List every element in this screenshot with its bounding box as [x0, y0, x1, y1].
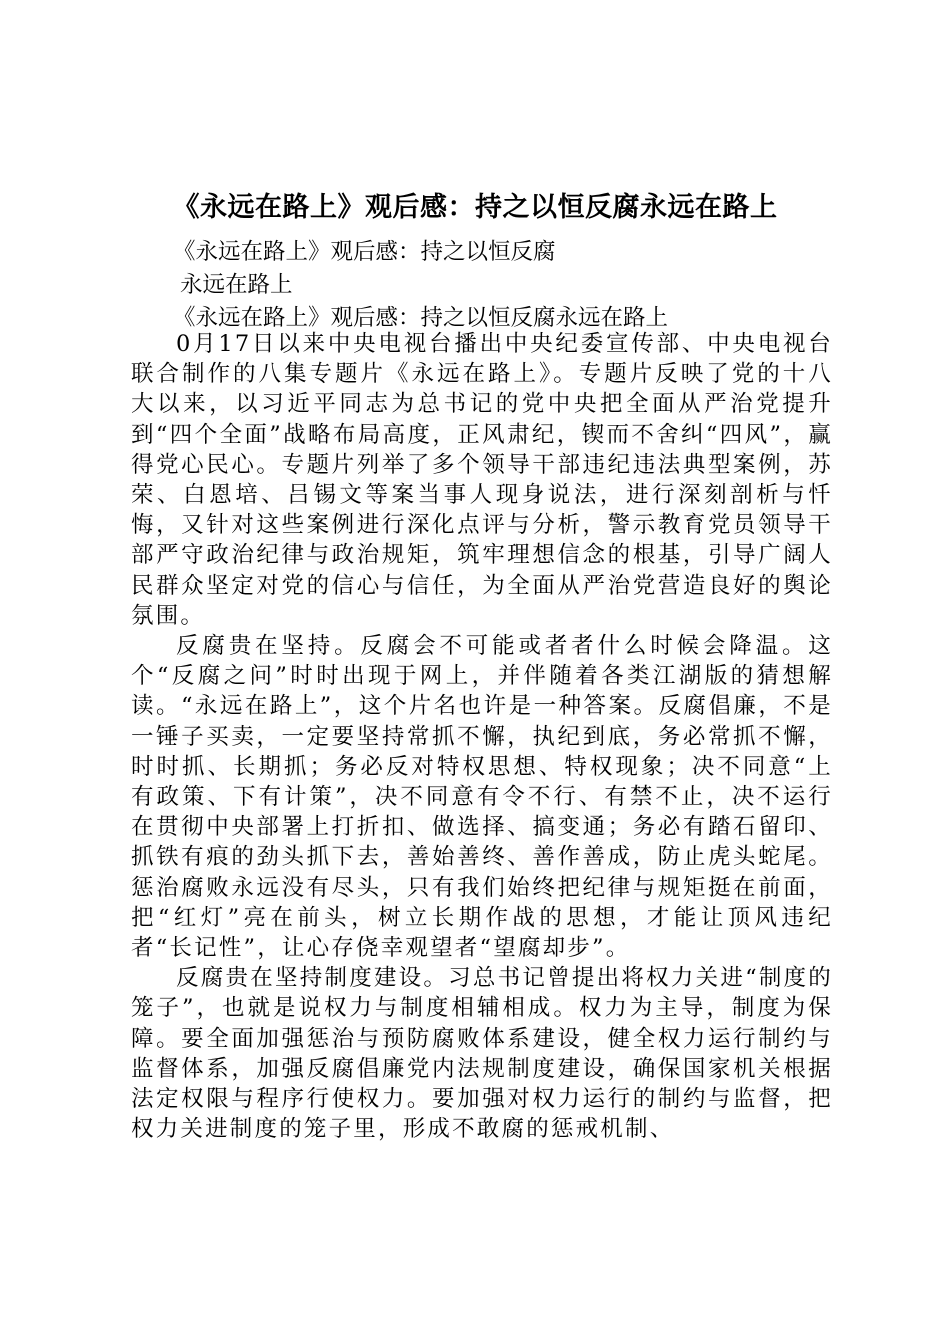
body-paragraph-2: 反腐贵在坚持。反腐会不可能或者者什么时候会降温。这个“反腐之问”时时出现于网上，并伴随着各类江湖版的猜想解读。“永远在路上”，这个片名也许是一种答案。反腐倡廉，不是一锤子买卖，一定要坚持常抓不懈，执纪到底，务必常抓不懈，时时抓、长期抓；务必反对特权思想、特权现象；决不同意“上有政策、下有计策”，决不同意有令不行、有禁不止，决不运行在贯彻中央部署上打折扣、做选择、搞变通；务必有踏石留印、抓铁有痕的劲头抓下去，善始善终、善作善成，防止虎头蛇尾。惩治腐败永远没有尽头，只有我们始终把纪律与规矩挺在前面，把“红灯”亮在前头，树立长期作战的思想，才能让顶风违纪者“长记性”，让心存侥幸观望者“望腐却步”。 — [131, 633, 833, 962]
subtitle-line-2: 永远在路上 — [180, 272, 293, 298]
document-title: 《永远在路上》观后感：持之以恒反腐永远在路上 — [172, 192, 778, 223]
subtitle-line-3: 《永远在路上》观后感：持之以恒反腐永远在路上 — [173, 305, 669, 331]
subtitle-line-1: 《永远在路上》观后感：持之以恒反腐 — [173, 239, 556, 265]
body-paragraph-1: 0月17日以来中央电视台播出中央纪委宣传部、中央电视台联合制作的八集专题片《永远在路上》。专题片反映了党的十八大以来，以习近平同志为总书记的党中央把全面从严治党提升到“四个全面”战略布局高度，正风肃纪，锲而不舍纠“四风”，赢得党心民心。专题片列举了多个领导干部违纪违法典型案例，苏荣、白恩培、吕锡文等案当事人现身说法，进行深刻剖析与忏悔，又针对这些案例进行深化点评与分析，警示教育党员领导干部严守政治纪律与政治规矩，筑牢理想信念的根基，引导广阔人民群众坚定对党的信心与信任，为全面从严治党营造良好的舆论氛围。 — [131, 331, 833, 629]
document-body — [131, 329, 833, 1144]
body-paragraph-3: 反腐贵在坚持制度建设。习总书记曾提出将权力关进“制度的笼子”，也就是说权力与制度相辅相成。权力为主导，制度为保障。要全面加强惩治与预防腐败体系建设，健全权力运行制约与监督体系，加强反腐倡廉党内法规制度建设，确保国家机关根据法定权限与程序行使权力。要加强对权力运行的制约与监督，把权力关进制度的笼子里，形成不敢腐的惩戒机制、 — [131, 965, 833, 1143]
